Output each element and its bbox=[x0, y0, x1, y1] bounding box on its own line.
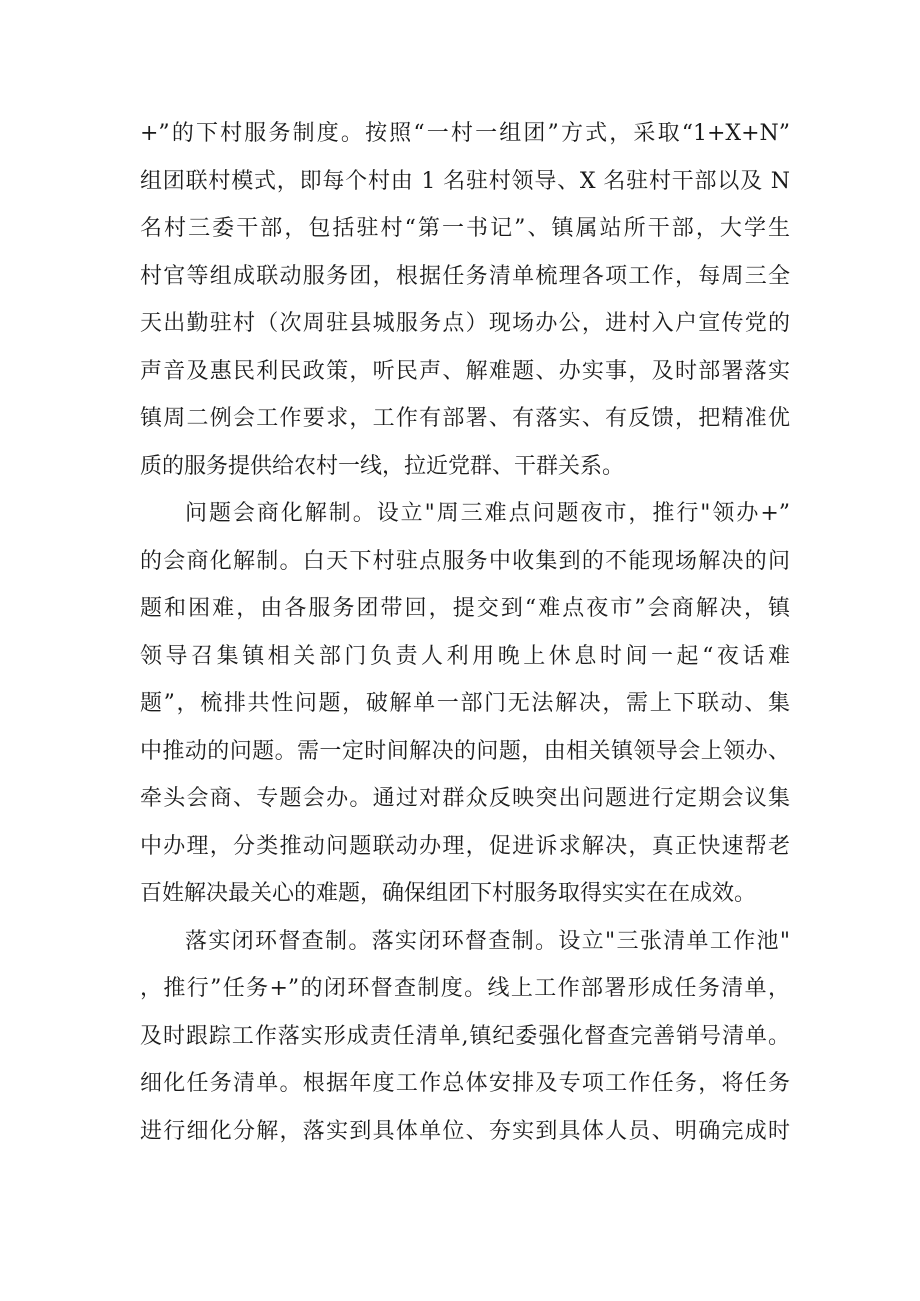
text-line: 名村三委干部，包括驻村“第一书记”、镇属站所干部，大学生 bbox=[140, 216, 790, 241]
text-line: 的会商化解制。白天下村驻点服务中收集到的不能现场解决的问 bbox=[140, 548, 790, 574]
text-line: ，推行”任务+”的闭环督查制度。线上工作部署形成任务清单， bbox=[140, 976, 790, 1001]
text-line: 镇周二例会工作要求，工作有部署、有落实、有反馈，把精准优 bbox=[140, 406, 790, 431]
text-line: 组团联村模式，即每个村由 1 名驻村领导、X 名驻村干部以及 N bbox=[140, 168, 790, 194]
text-line: 及时跟踪工作落实形成责任清单,镇纪委强化督查完善销号清单。 bbox=[140, 1023, 790, 1049]
text-line: 声音及惠民利民政策，听民声、解难题、办实事，及时部署落实 bbox=[140, 358, 790, 384]
text-line: 细化任务清单。根据年度工作总体安排及专项工作任务，将任务 bbox=[140, 1071, 790, 1096]
body-text bbox=[140, 110, 790, 1155]
text-line: 题”，梳排共性问题，破解单一部门无法解决，需上下联动、集 bbox=[140, 691, 790, 716]
text-line: 进行细化分解，落实到具体单位、夯实到具体人员、明确完成时 bbox=[140, 1118, 790, 1144]
text-line: 牵头会商、专题会办。通过对群众反映突出问题进行定期会议集 bbox=[140, 786, 790, 811]
text-line: +”的下村服务制度。按照“一村一组团”方式，采取“1+X+N” bbox=[140, 121, 790, 146]
paragraph-heading-line: 问题会商化解制。设立"周三难点问题夜市，推行"领办+” bbox=[185, 501, 790, 526]
text-line: 中推动的问题。需一定时间解决的问题，由相关镇领导会上领办、 bbox=[140, 738, 790, 764]
text-line: 村官等组成联动服务团，根据任务清单梳理各项工作，每周三全 bbox=[140, 263, 790, 289]
text-line: 质的服务提供给农村一线，拉近党群、干群关系。 bbox=[140, 453, 625, 479]
text-line: 百姓解决最关心的难题，确保组团下村服务取得实实在在成效。 bbox=[140, 881, 757, 906]
paragraph-heading-line: 落实闭环督查制。落实闭环督查制。设立"三张清单工作池" bbox=[185, 928, 790, 954]
text-line: 领导召集镇相关部门负责人利用晚上休息时间一起“夜话难 bbox=[140, 643, 790, 669]
text-line: 题和困难，由各服务团带回，提交到“难点夜市”会商解决，镇 bbox=[140, 596, 790, 621]
text-line: 中办理，分类推动问题联动办理，促进诉求解决，真正快速帮老 bbox=[140, 833, 790, 859]
text-line: 天出勤驻村（次周驻县城服务点）现场办公，进村入户宣传党的 bbox=[140, 311, 790, 336]
